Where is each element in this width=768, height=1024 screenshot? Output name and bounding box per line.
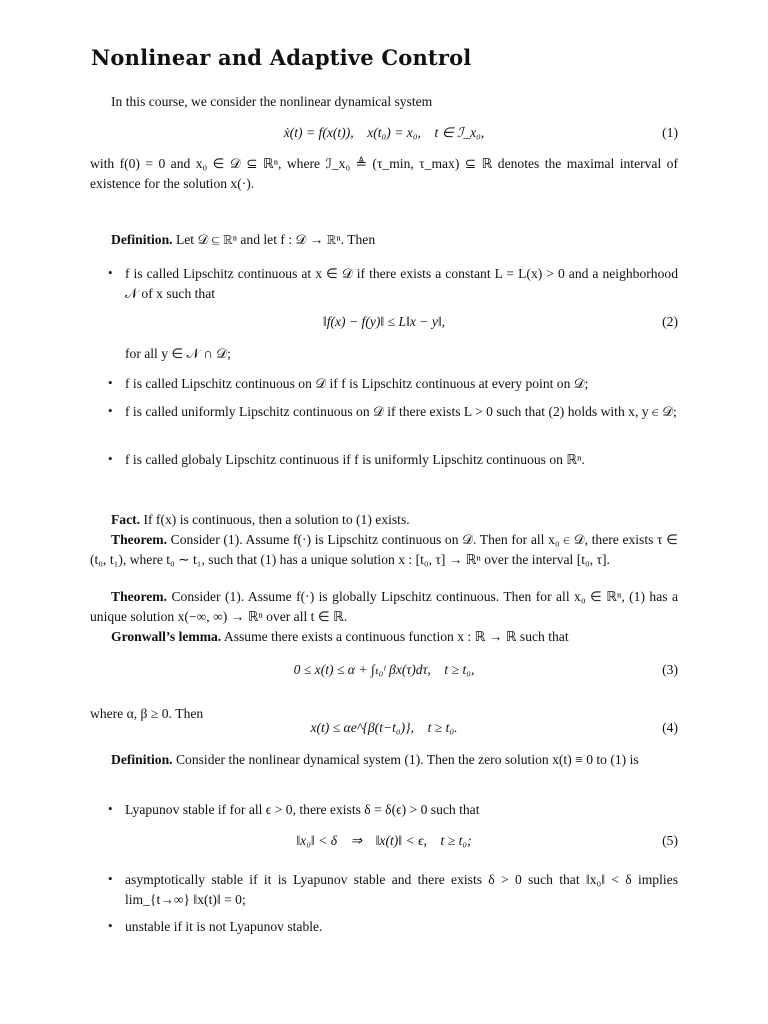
theorem-2-paragraph bbox=[90, 587, 678, 627]
theorem-1-label: Theorem. bbox=[111, 532, 168, 547]
equation-3-number: (3) bbox=[662, 662, 678, 677]
equation-1 bbox=[90, 125, 678, 147]
def2-bullet-1 bbox=[90, 800, 678, 820]
definition-2-label: Definition. bbox=[111, 752, 173, 767]
equation-5-body: ‖x₀‖ < δ ⇒ ‖x(t)‖ < ϵ, t ≥ t₀; bbox=[296, 833, 472, 848]
definition-1-text: Let 𝒟 ⊆ ℝⁿ and let f : 𝒟 → ℝⁿ. Then bbox=[175, 232, 376, 247]
def2-bullet-1-text: Lyapunov stable if for all ϵ > 0, there exists δ = δ(ϵ) > 0 such that bbox=[125, 802, 480, 817]
def1-bullet-1-text: f is called Lipschitz continuous at x ∈ 𝒟 if there exists a constant L = L(x) > 0 and a neighborhood 𝒩 of x such that bbox=[125, 266, 678, 301]
equation-2-body: ‖f(x) − f(y)‖ ≤ L‖x − y‖, bbox=[322, 314, 446, 329]
gronwall-text: Assume there exists a continuous function x : ℝ → ℝ such that bbox=[223, 629, 569, 644]
bullet-icon: • bbox=[108, 375, 113, 390]
theorem-1-text: Consider (1). Assume f(·) is Lipschitz continuous on 𝒟. Then for all x₀ ∈ 𝒟, there exists τ ∈ (t₀, t₁), where t₀ ∼ t₁, such that (1) has a unique solution x : [t₀, τ] → ℝⁿ over the interval [t₀, τ]. bbox=[90, 532, 678, 567]
bullet-icon: • bbox=[108, 403, 113, 418]
page-title: Nonlinear and Adaptive Control bbox=[91, 45, 472, 70]
intro-paragraph: In this course, we consider the nonlinear dynamical system bbox=[111, 94, 433, 109]
bullet-icon: • bbox=[108, 265, 113, 280]
theorem-2-text: Consider (1). Assume f(·) is globally Lipschitz continuous. Then for all x₀ ∈ ℝⁿ, (1) has a unique solution x(−∞, ∞) → ℝⁿ over all t ∈ ℝ. bbox=[90, 589, 679, 624]
definition-2-text: Consider the nonlinear dynamical system (1). Then the zero solution x(t) ≡ 0 to (1) is bbox=[175, 752, 639, 767]
def1-bullet-3 bbox=[90, 402, 678, 422]
fact-text: If f(x) is continuous, then a solution to (1) exists. bbox=[143, 512, 410, 527]
def1-bullet-2-text: f is called Lipschitz continuous on 𝒟 if f is Lipschitz continuous at every point on 𝒟; bbox=[125, 376, 589, 391]
gronwall-paragraph bbox=[90, 627, 678, 647]
equation-4 bbox=[90, 720, 678, 742]
def2-bullet-3 bbox=[90, 917, 678, 937]
intro-after-paragraph: with f(0) = 0 and x₀ ∈ 𝒟 ⊆ ℝⁿ, where ℐ_x₀ ≜ (τ_min, τ_max) ⊆ ℝ denotes the maximal interval of existence for the solution x(·). bbox=[90, 156, 678, 191]
def2-bullet-2-text: asymptotically stable if it is Lyapunov stable and there exists δ > 0 such that ‖x₀‖ < δ implies lim_{t→∞} ‖x(t)‖ = 0; bbox=[125, 872, 678, 907]
def1-bullet-4 bbox=[90, 450, 678, 470]
def1-bullet-3-text: f is called uniformly Lipschitz continuous on 𝒟 if there exists L > 0 such that (2) holds with x, y ∈ 𝒟; bbox=[125, 404, 677, 419]
equation-2-number: (2) bbox=[662, 314, 678, 329]
definition-1-heading bbox=[90, 230, 678, 250]
bullet-icon: • bbox=[108, 918, 113, 933]
def2-bullet-3-text: unstable if it is not Lyapunov stable. bbox=[125, 919, 323, 934]
fact-label: Fact. bbox=[111, 512, 141, 527]
def1-bullet-4-text: f is called globaly Lipschitz continuous if f is uniformly Lipschitz continuous on ℝⁿ. bbox=[125, 452, 585, 467]
equation-4-number: (4) bbox=[662, 720, 678, 735]
equation-5 bbox=[90, 833, 678, 855]
equation-3-body: 0 ≤ x(t) ≤ α + ∫ₜ₀ᵗ βx(τ)dτ, t ≥ t₀, bbox=[293, 662, 475, 677]
equation-5-number: (5) bbox=[662, 833, 678, 848]
theorem-1-paragraph bbox=[90, 530, 678, 570]
where-paragraph: where α, β ≥ 0. Then bbox=[90, 706, 204, 721]
fact-paragraph bbox=[90, 510, 678, 530]
def1-bullet-2 bbox=[90, 374, 678, 394]
definition-1-label: Definition. bbox=[111, 232, 173, 247]
definition-2-paragraph bbox=[90, 750, 678, 770]
def1-bullet-1 bbox=[90, 264, 678, 304]
equation-1-body: ẋ(t) = f(x(t)), x(t₀) = x₀, t ∈ ℐ_x₀, bbox=[283, 125, 485, 140]
def1-bullet-1-after: for all y ∈ 𝒩 ∩ 𝒟; bbox=[125, 346, 231, 361]
equation-3 bbox=[90, 662, 678, 684]
gronwall-label: Gronwall’s lemma. bbox=[111, 629, 222, 644]
equation-4-body: x(t) ≤ αe^{β(t−t₀)}, t ≥ t₀. bbox=[310, 720, 458, 735]
bullet-icon: • bbox=[108, 451, 113, 466]
equation-1-number: (1) bbox=[662, 125, 678, 140]
equation-2 bbox=[90, 314, 678, 336]
def2-bullet-2 bbox=[90, 870, 678, 910]
theorem-2-label: Theorem. bbox=[111, 589, 168, 604]
bullet-icon: • bbox=[108, 871, 113, 886]
bullet-icon: • bbox=[108, 801, 113, 816]
